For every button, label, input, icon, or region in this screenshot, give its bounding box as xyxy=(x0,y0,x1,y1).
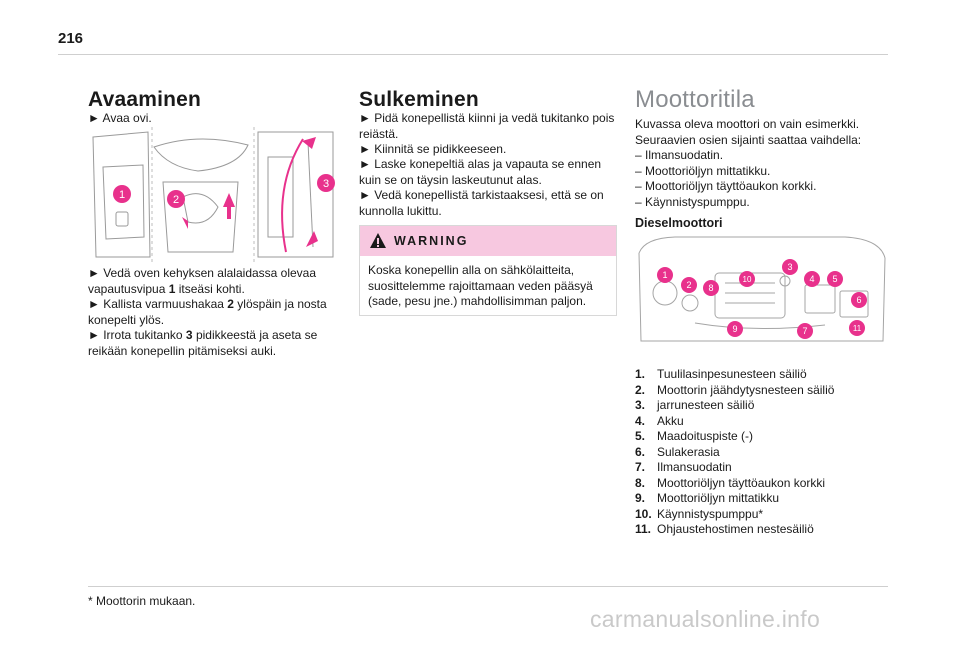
footer-divider xyxy=(88,586,888,587)
engine-label-6: 6 xyxy=(856,295,862,305)
hood-opening-illustration xyxy=(88,127,340,262)
footnote: * Moottorin mukaan. xyxy=(88,594,196,608)
list-item: 10. Käynnistyspumppu* xyxy=(635,506,764,521)
engine-label-7: 7 xyxy=(802,326,808,336)
close-step-3: ► Laske konepeltiä alas ja vapauta se ennen kuin se on täysin laskeutunut alas. xyxy=(359,157,602,187)
engine-label-4: 4 xyxy=(809,274,815,284)
list-item: 3. jarrunesteen säiliö xyxy=(635,398,755,412)
engine-components-list xyxy=(635,367,834,538)
engine-intro-2: Seuraavien osien sijainti saattaa vaihdella: xyxy=(635,132,862,147)
list-item: 11. Ohjaustehostimen nestesäiliö xyxy=(635,522,814,536)
open-section-title: Avaaminen xyxy=(88,88,202,111)
list-item: 9. Moottoriöljyn mittatikku xyxy=(635,491,780,505)
engine-bay-illustration xyxy=(635,233,887,348)
close-step-1: ► Pidä konepellistä kiinni ja vedä tukitanko pois reiästä. xyxy=(359,111,615,141)
list-item: 6. Sulakerasia xyxy=(635,444,720,459)
close-step-4: ► Vedä konepellistä tarkistaaksesi, että se on kunnolla lukittu. xyxy=(359,188,604,218)
engine-label-3: 3 xyxy=(787,262,793,272)
hood-opening-figure xyxy=(88,127,340,262)
engine-intro-6: – Käynnistyspumppu. xyxy=(635,194,750,209)
warning-title: WARNING xyxy=(394,234,469,248)
figure-label-3: 3 xyxy=(322,178,330,190)
engine-label-11: 11 xyxy=(852,324,862,333)
engine-intro-3: – Ilmansuodatin. xyxy=(635,148,724,162)
list-item: 5. Maadoituspiste (-) xyxy=(635,429,754,443)
header-divider xyxy=(58,54,888,55)
warning-box xyxy=(359,225,617,316)
engine-label-1: 1 xyxy=(662,270,668,280)
engine-bay-figure xyxy=(635,233,887,348)
list-item: 1. Tuulilasinpesunesteen säiliö xyxy=(635,367,807,381)
watermark[interactable]: carmanualsonline.info xyxy=(590,606,821,632)
warning-icon xyxy=(369,232,387,249)
open-step-3: ► Irrota tukitanko 3 pidikkeestä ja aseta se reikään konepellin pitämiseksi auki. xyxy=(88,328,318,358)
figure-label-1: 1 xyxy=(118,189,126,201)
open-intro: ► Avaa ovi. xyxy=(88,111,152,125)
list-item: 8. Moottoriöljyn täyttöaukon korkki xyxy=(635,475,826,490)
engine-label-2: 2 xyxy=(686,280,692,290)
list-item: 2. Moottorin jäähdytysnesteen säiliö xyxy=(635,382,835,397)
list-item: 4. Akku xyxy=(635,413,684,428)
engine-label-10: 10 xyxy=(742,275,752,284)
open-step-2: ► Kallista varmuushakaa 2 ylöspäin ja nosta konepelti ylös. xyxy=(88,297,327,327)
warning-header xyxy=(360,226,616,256)
engine-intro-1: Kuvassa oleva moottori on vain esimerkki. xyxy=(635,117,860,131)
engine-label-8: 8 xyxy=(708,283,714,293)
engine-intro-5: – Moottoriöljyn täyttöaukon korkki. xyxy=(635,179,817,193)
list-item: 7. Ilmansuodatin xyxy=(635,460,732,474)
engine-label-9: 9 xyxy=(732,324,738,334)
open-step-1: ► Vedä oven kehyksen alalaidassa olevaa vapautusvipua 1 itseäsi kohti. xyxy=(88,266,317,296)
engine-intro-4: – Moottoriöljyn mittatikku. xyxy=(635,163,771,178)
close-step-2: ► Kiinnitä se pidikkeeseen. xyxy=(359,142,507,156)
close-section-title: Sulkeminen xyxy=(359,88,479,111)
engine-section-title: Moottoritila xyxy=(635,86,755,113)
diesel-subtitle: Dieselmoottori xyxy=(635,216,723,230)
engine-label-5: 5 xyxy=(832,274,838,284)
figure-label-2: 2 xyxy=(172,194,180,206)
warning-text: Koska konepellin alla on sähkölaitteita, suosittelemme rajoittamaan veden pääsyä (sade, pesu jne.) mahdollisimman paljon. xyxy=(368,263,593,308)
page-number: 216 xyxy=(58,30,84,47)
